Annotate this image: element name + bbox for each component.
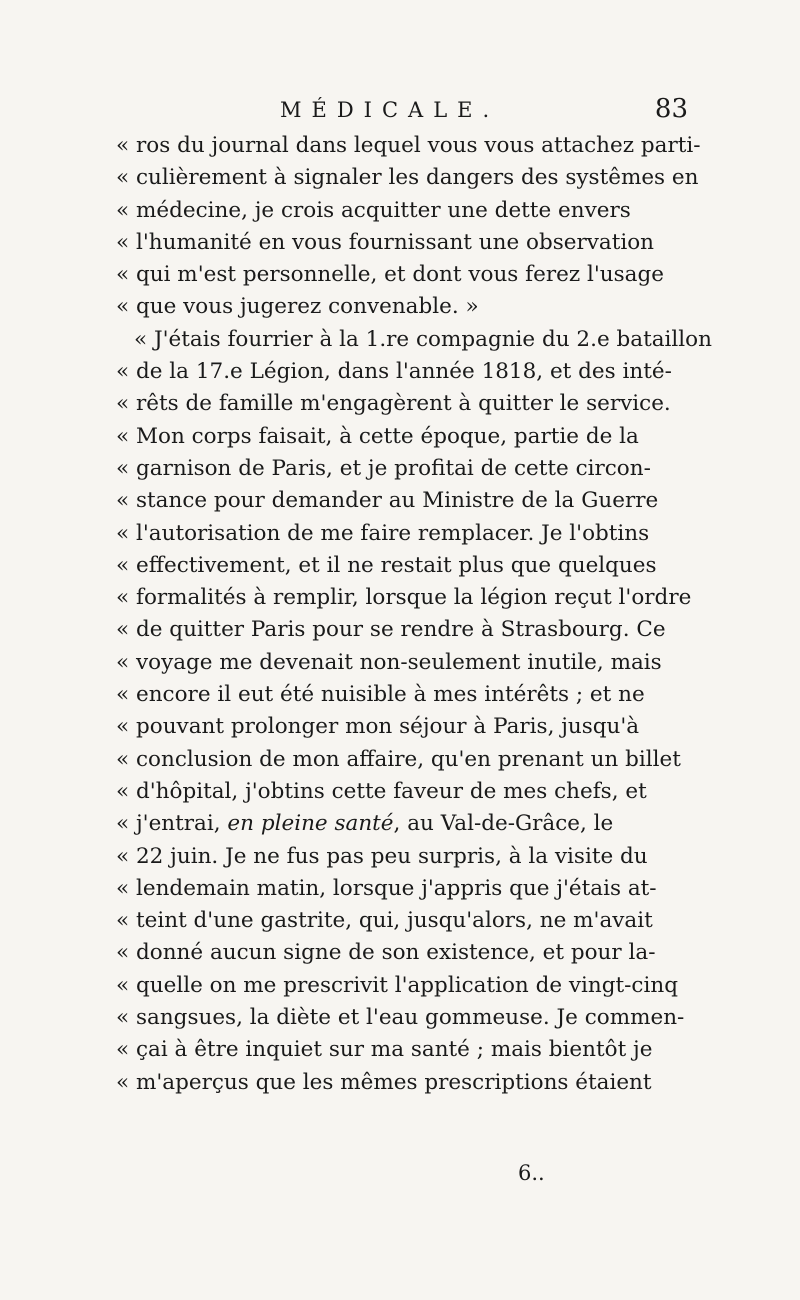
text-line: « stance pour demander au Ministre de la Guerre (116, 488, 659, 514)
text-line: « effectivement, et il ne restait plus que quelques (116, 552, 657, 578)
text-line: « Mon corps faisait, à cette époque, partie de la (116, 423, 639, 449)
running-title: MÉDICALE. (280, 98, 500, 122)
text-line: « de la 17.e Légion, dans l'année 1818, et des inté- (116, 359, 672, 385)
body-text (116, 130, 712, 1099)
text-line: « médecine, je crois acquitter une dette envers (116, 197, 631, 223)
text-line: « l'humanité en vous fournissant une observation (116, 229, 655, 255)
text-line: « voyage me devenait non-seulement inutile, mais (116, 649, 662, 675)
text-line: « l'autorisation de me faire remplacer. Je l'obtins (116, 520, 650, 546)
text-line: « teint d'une gastrite, qui, jusqu'alors, ne m'avait (116, 908, 653, 934)
text-line-with-italic (116, 808, 686, 840)
text-line: « lendemain matin, lorsque j'appris que j'étais at- (116, 875, 657, 901)
page-number: 83 (654, 94, 688, 124)
italic-phrase: en pleine santé (227, 811, 394, 837)
text-line: « pouvant prolonger mon séjour à Paris, jusqu'à (116, 714, 640, 740)
text-line: « de quitter Paris pour se rendre à Strasbourg. Ce (116, 617, 666, 643)
text-line: « çai à être inquiet sur ma santé ; mais bientôt je (116, 1037, 653, 1063)
text-line: « sangsues, la diète et l'eau gommeuse. Je commen- (116, 1005, 685, 1031)
text-line: « 22 juin. Je ne fus pas peu surpris, à la visite du (116, 843, 648, 869)
text-line: « culièrement à signaler les dangers des systêmes en (116, 165, 699, 191)
text-line: « donné aucun signe de son existence, et pour la- (116, 940, 656, 966)
text-line: « d'hôpital, j'obtins cette faveur de mes chefs, et (116, 778, 647, 804)
text-segment: , au Val-de-Grâce, le (393, 811, 614, 837)
text-line: « encore il eut été nuisible à mes intérêts ; et ne (116, 682, 645, 708)
text-segment: « j'entrai, (116, 811, 228, 837)
page-header (258, 94, 688, 128)
text-line: « formalités à remplir, lorsque la légion reçut l'ordre (116, 585, 692, 611)
text-line: « qui m'est personnelle, et dont vous ferez l'usage (116, 262, 664, 288)
text-line: « conclusion de mon affaire, qu'en prenant un billet (116, 746, 681, 772)
signature-mark: 6.. (518, 1161, 545, 1185)
text-line: « quelle on me prescrivit l'application de vingt-cinq (116, 972, 678, 998)
text-line: « rêts de famille m'engagèrent à quitter le service. (116, 391, 671, 417)
text-line: « J'étais fourrier à la 1.re compagnie du 2.e bataillon (134, 326, 712, 352)
text-line: « que vous jugerez convenable. » (116, 294, 479, 320)
text-line: « m'aperçus que les mêmes prescriptions étaient (116, 1069, 652, 1095)
text-line: « ros du journal dans lequel vous vous attachez parti- (116, 133, 701, 158)
text-line: « garnison de Paris, et je profitai de cette circon- (116, 455, 651, 481)
